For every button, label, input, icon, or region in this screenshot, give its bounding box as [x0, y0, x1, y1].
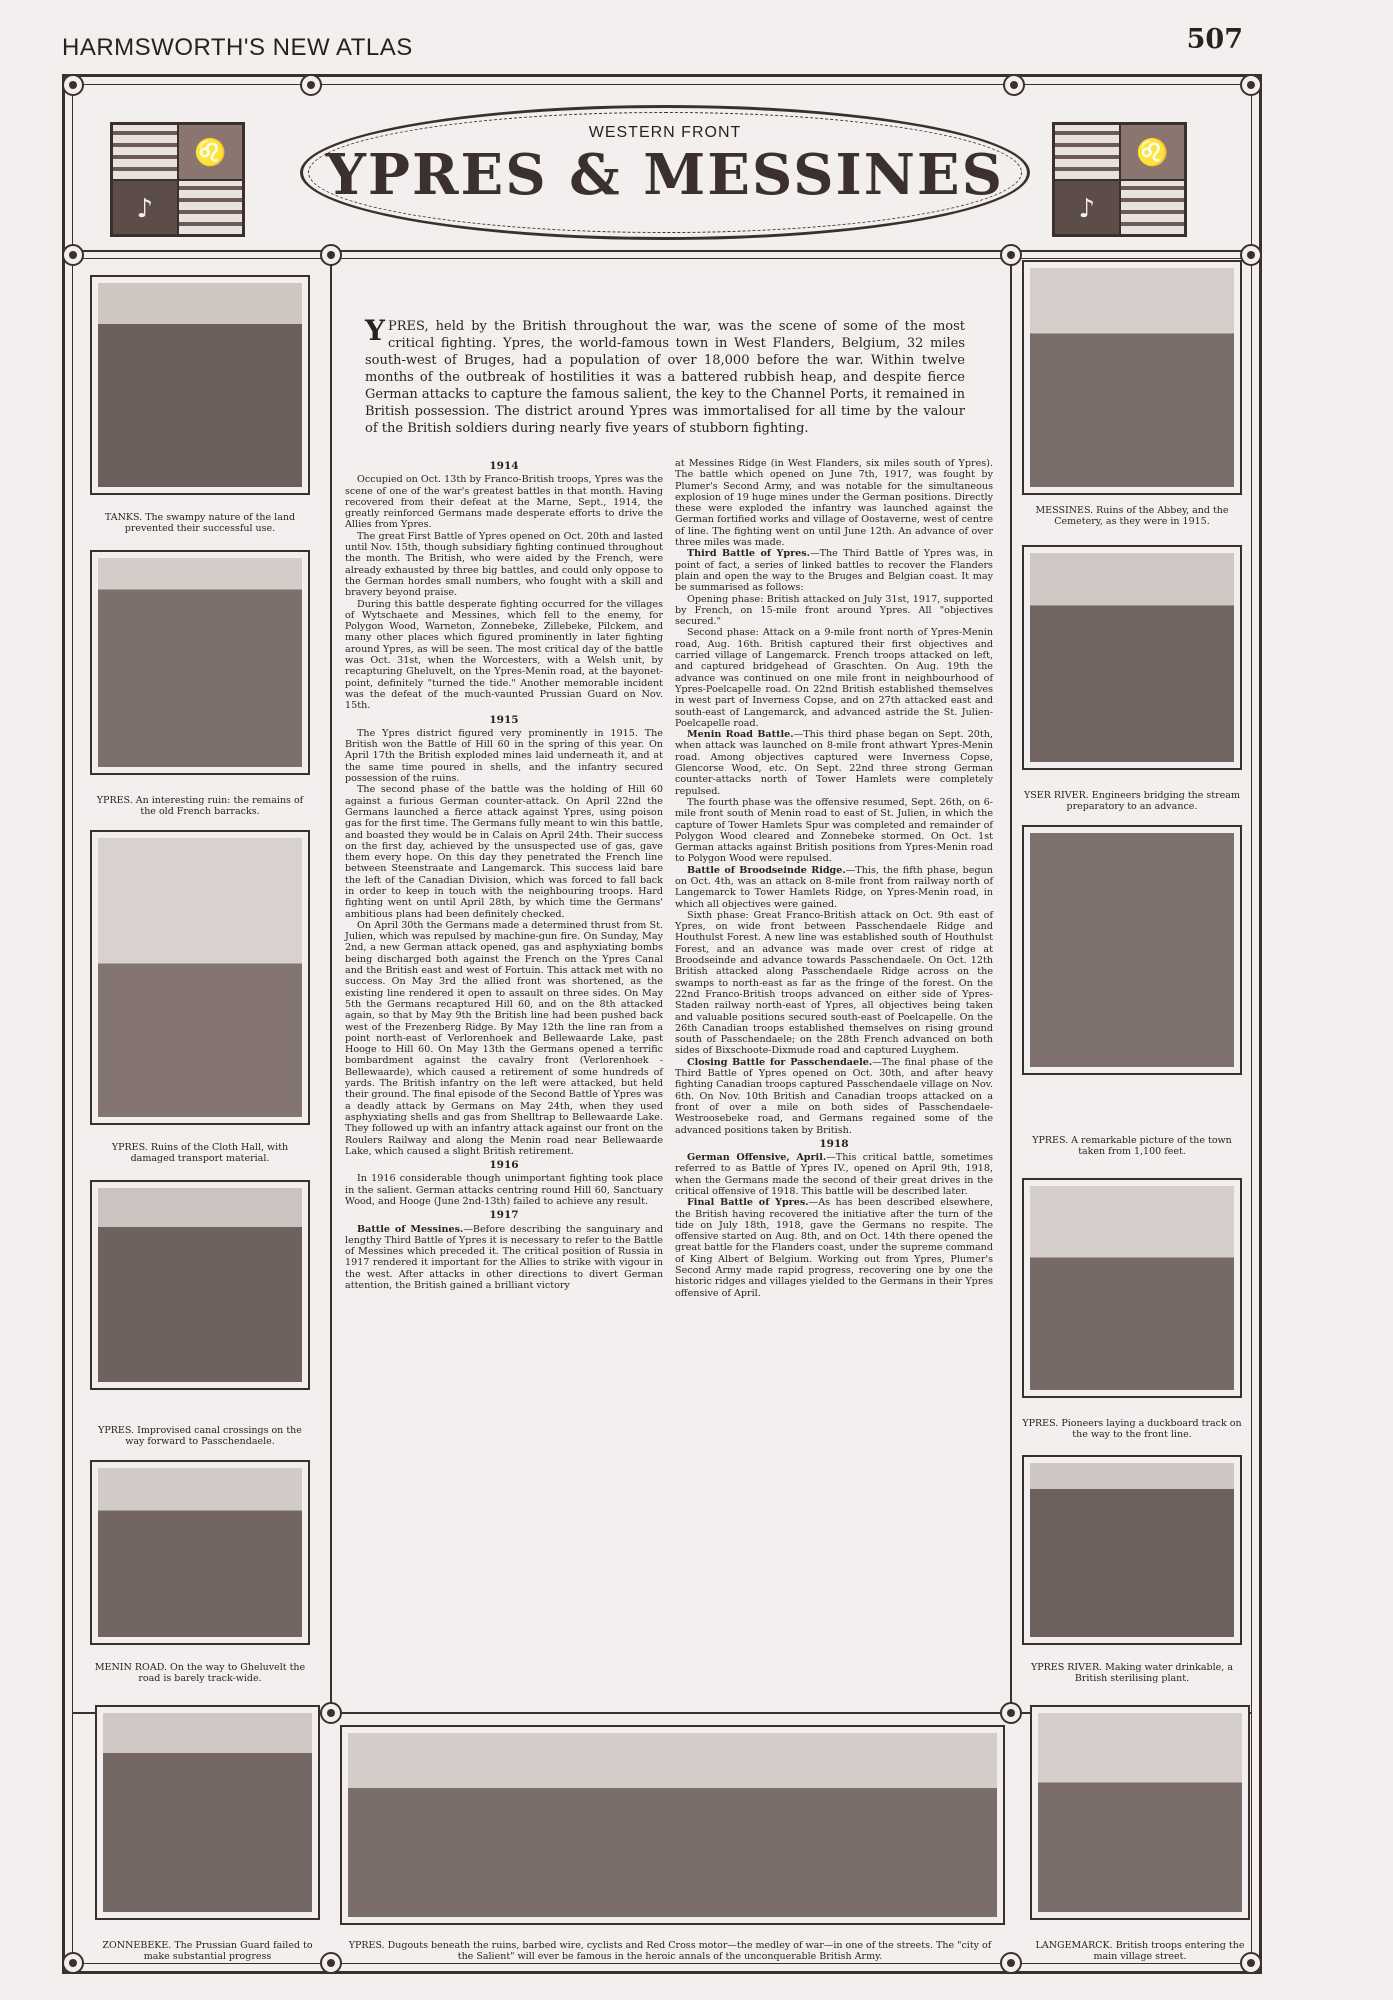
- paragraph: Second phase: Attack on a 9-mile front north of Ypres-Menin road, Aug. 16th. British captured their first objectives and carried village of Langemarck. French troops attacked on left, and captured bridgehead of Graschten. On Aug. 19th the advance was continued on one mile front in neighbourhood of Ypres-Poelcapelle road. On 22nd British established themselves in west part of Inverness Copse, and on 27th attacked east and south-east of Langemarck, and advanced astride the St. Julien-Poelcapelle road.: [675, 627, 993, 729]
- paragraph: Occupied on Oct. 13th by Franco-British troops, Ypres was the scene of one of the war's greatest battles in that month. Having recovered from their defeat at the Marne, Sept., 1914, the greatly reinforced Germans made desperate efforts to drive the Allies from Ypres.: [345, 474, 663, 531]
- run-in-heading: Battle of Broodseinde Ridge.: [687, 864, 846, 876]
- frame-rosette: [62, 244, 84, 266]
- running-title: HARMSWORTH'S NEW ATLAS: [62, 34, 413, 61]
- drop-cap: Y: [365, 314, 385, 347]
- photo-ypres-street: [340, 1725, 1005, 1925]
- caption-barracks: YPRES. An interesting ruin: the remains of the old French barracks.: [96, 795, 304, 817]
- royal-arms-right: ♌ ♪: [1052, 122, 1187, 237]
- photo-duckboard: [1022, 1178, 1242, 1398]
- paragraph: The great First Battle of Ypres opened on Oct. 20th and lasted until Nov. 15th, though subsidiary fighting continued throughout the month. The British, who were aided by the French, were already exhausted by three big battles, and could only oppose to the German hordes small numbers, who fought with a skill and bravery beyond praise.: [345, 530, 663, 599]
- photo-canal: [90, 1180, 310, 1390]
- year-heading: 1916: [489, 1159, 519, 1172]
- caption-tanks: TANKS. The swampy nature of the land prevented their successful use.: [104, 512, 296, 534]
- photo-menin-road: [90, 1460, 310, 1645]
- page-number: 507: [1186, 24, 1243, 55]
- paragraph-text: —The final phase of the Third Battle of Ypres opened on Oct. 30th, and after heavy fighting Canadian troops captured Passchendaele village on Nov. 6th. On Nov. 10th British and Canadian troops attacked on a front of over a mile on both sides of Passchendaele-Westroosebeke road, and Germans regained some of the advanced positions taken by British.: [675, 1056, 994, 1136]
- caption-ypres-street: YPRES. Dugouts beneath the ruins, barbed wire, cyclists and Red Cross motor—the medley of war—in one of the streets. The "city of the Salient" will ever be famous in the heroic annals of the unconquerable British Army.: [348, 1940, 992, 1962]
- frame-rosette: [300, 74, 322, 96]
- paragraph: [675, 1152, 993, 1197]
- paragraph: In 1916 considerable though unimportant fighting took place in the salient. German attacks centring round Hill 60, Sanctuary Wood, and Hooge (June 2nd-13th) failed to achieve any result.: [345, 1173, 663, 1207]
- caption-zonnebeke: ZONNEBEKE. The Prussian Guard failed to make substantial progress: [102, 1940, 313, 1962]
- paragraph: During this battle desperate fighting occurred for the villages of Wytschaete and Messines, which fell to the enemy, for Polygon Wood, Warneton, Zonnebeke, Zillebeke, Pilckem, and many other places which figured prominently in later fighting around Ypres, as will be seen. The most critical day of the battle was Oct. 31st, when the Worcesters, with a Welsh unit, by recapturing Gheluvelt, on the Ypres-Menin road, at the bayonet-point, definitely "turned the tide." Another memorable incident was the defeat of the much-vaunted Prussian Guard on Nov. 15th.: [345, 598, 663, 712]
- frame-rosette: [320, 1702, 342, 1724]
- header-rule-thin: [72, 258, 1252, 259]
- caption-sterilising: YPRES RIVER. Making water drinkable, a British sterilising plant.: [1030, 1662, 1234, 1684]
- run-in-heading: Final Battle of Ypres.: [687, 1197, 809, 1209]
- frame-rosette: [1000, 1952, 1022, 1974]
- paragraph: [675, 729, 993, 797]
- frame-rosette: [320, 1952, 342, 1974]
- paragraph-text: —This critical battle, sometimes referred to as Battle of Ypres IV., opened on April 9th, 1918, when the Germans made the second of their great drives in the critical offensive of 1918. This battle will be described later.: [675, 1152, 993, 1197]
- paragraph-text: —The Third Battle of Ypres was, in point of fact, a series of linked battles to recover the Flanders plain and open the way to the Bruges and Belgian coast. It may be summarised as follows:: [675, 548, 993, 594]
- caption-canal: YPRES. Improvised canal crossings on the way forward to Passchendaele.: [98, 1425, 302, 1447]
- run-in-heading: German Offensive, April.: [687, 1152, 827, 1164]
- frame-rosette: [1003, 74, 1025, 96]
- run-in-heading: Closing Battle for Passchendaele.: [687, 1056, 873, 1068]
- paragraph: On April 30th the Germans made a determined thrust from St. Julien, which was repulsed by machine-gun fire. On Sunday, May 2nd, a new German attack opened, gas and asphyxiating bombs being discharged both against the French on the Ypres Canal and the British east and west of Fortuin. This attack met with no success. On May 3rd the allied front was shortened, as the existing line rendered it open to assault on three sides. On May 5th the Germans recaptured Hill 60, and on the 8th attacked again, so that by May 9th the British line had been pushed back west of the Frezenberg Ridge. By May 12th the line ran from a point north-east of Verlorenhoek and Bellewaarde Lake, past Hooge to Hill 60. On May 13th the Germans opened a terrific bombardment against the cavalry front (Verlorenhoek - Bellewaarde), which caused a retirement of some hundreds of yards. The British infantry on the left were attacked, but held their ground. The final episode of the Second Battle of Ypres was a deadly attack by Germans on May 24th, when they used asphyxiating shells and gas from Shelltrap to Bellewaarde Lake. They followed up with an infantry attack against our front on the Roulers Railway and along the Menin road near Bellewaarde Lake, which caused a slight British retirement.: [345, 919, 663, 1157]
- frame-rosette: [1000, 1702, 1022, 1724]
- run-in-heading: Battle of Messines.: [357, 1223, 464, 1235]
- caption-yser: YSER RIVER. Engineers bridging the stream preparatory to an advance.: [1024, 790, 1240, 812]
- caption-aerial: YPRES. A remarkable picture of the town taken from 1,100 feet.: [1032, 1135, 1232, 1157]
- caption-menin-road: MENIN ROAD. On the way to Gheluvelt the road is barely track-wide.: [94, 1662, 306, 1684]
- year-heading: 1915: [489, 713, 519, 726]
- corner-rosette: [62, 1952, 84, 1974]
- kicker: WESTERN FRONT: [588, 124, 742, 141]
- text-column-left: [345, 458, 663, 1291]
- intro-text: PRES, held by the British throughout the war, was the scene of some of the most critical fighting. Ypres, the world-famous town in West Flanders, Belgium, 32 miles south-west of Bruges, had a population of over 18,000 before the war. Within twelve months of the outbreak of hostilities it was a battered rubbish heap, and despite fierce German attacks to capture the famous salient, the key to the Channel Ports, it remained in British possession. The district around Ypres was immortalised for all time by the valour of the British soldiers during nearly five years of stubborn fighting.: [365, 319, 965, 436]
- intro-paragraph: [365, 314, 965, 437]
- year-heading: 1918: [819, 1137, 849, 1150]
- paragraph: The second phase of the battle was the holding of Hill 60 against a furious German counter-attack. On April 22nd the Germans launched a fierce attack against Ypres, using poison gas for the first time. The Germans fully meant to win this battle, and boasted they would be in Calais on April 24th. Their success on the first day, achieved by the unsuspected use of gas, gave them every hope. On this day they penetrated the French line between Steenstraate and Langemarck. This success laid bare the left of the Canadian Division, which was forced to fall back in order to keep in touch with the neighbouring troops. Hard fighting went on until April 28th, by which time the Germans' ambitious plans had been definitely checked.: [345, 784, 663, 920]
- photo-aerial: [1022, 825, 1242, 1075]
- year-heading: 1914: [489, 460, 519, 472]
- caption-duckboard: YPRES. Pioneers laying a duckboard track on the way to the front line.: [1022, 1418, 1242, 1440]
- caption-cloth-hall: YPRES. Ruins of the Cloth Hall, with damaged transport material.: [111, 1142, 289, 1164]
- run-in-heading: Menin Road Battle.: [687, 729, 794, 741]
- frame-rosette: [1000, 244, 1022, 266]
- caption-messines: MESSINES. Ruins of the Abbey, and the Cemetery, as they were in 1915.: [1035, 505, 1229, 527]
- paragraph: [345, 1224, 663, 1292]
- corner-rosette: [1240, 74, 1262, 96]
- photo-zonnebeke: [95, 1705, 320, 1920]
- paragraph: [675, 1197, 993, 1299]
- photo-sterilising: [1022, 1455, 1242, 1645]
- photo-messines: [1022, 260, 1242, 495]
- corner-rosette: [62, 74, 84, 96]
- paragraph: Sixth phase: Great Franco-British attack on Oct. 9th east of Ypres, on wide front between Passchendaele Ridge and Houthulst Forest. A new line was established south of Houthulst Forest, and an advance was made over crest of ridge at Broodseinde and advance towards Passchendaele. On Oct. 12th British attacked along Passchendaele Ridge across on the swamps to north-east as far as the fringe of the forest. On the 22nd Franco-British troops advanced on either side of Ypres-Staden railway north-east of Ypres, all objectives being taken and valuable positions secured south-east of Poelcapelle. On the 26th Canadian troops established themselves on rising ground south of Passchendaele; on the 28th French advanced on both sides of Bixschoote-Dixmude road and captured Luyghem.: [675, 909, 993, 1057]
- photo-tanks: [90, 275, 310, 495]
- paragraph-text: —This, the fifth phase, begun on Oct. 4th, was an attack on 8-mile front from railway north of Langemarck to Tower Hamlets Ridge, on Ypres-Menin road, in which all objectives were gained.: [675, 864, 993, 910]
- paragraph: [675, 1057, 993, 1136]
- paragraph: Opening phase: British attacked on July 31st, 1917, supported by French, on 15-mile front around Ypres. All "objectives secured.": [675, 593, 993, 628]
- paragraph: The Ypres district figured very prominently in 1915. The British won the Battle of Hill 60 in the spring of this year. On April 17th the British exploded mines laid underneath it, and at the same time poured in shells, and the infantry secured possession of the ruins.: [345, 727, 663, 785]
- paragraph-text: —As has been described elsewhere, the British having recovered the initiative after the turn of the tide on July 18th, 1918, gave the Germans no respite. The offensive started on Aug. 8th, and on Oct. 14th there opened the great battle for the Flanders coast, under the supreme command of King Albert of Belgium. Working out from Ypres, Plumer's Second Army made rapid progress, recovering one by one the historic ridges and villages yielded to the Germans in their Ypres offensive of April.: [675, 1197, 993, 1299]
- year-heading: 1917: [489, 1209, 519, 1222]
- photo-barracks: [90, 550, 310, 775]
- right-column-rule: [1010, 255, 1012, 1715]
- frame-rosette: [1240, 244, 1262, 266]
- page-title: YPRES & MESSINES: [325, 142, 1005, 208]
- paragraph: The fourth phase was the offensive resumed, Sept. 26th, on 6-mile front south of Menin road to east of St. Julien, in which the capture of Tower Hamlets Spur was completed and remainder of Polygon Wood cleared and Zonnebeke stormed. On Oct. 1st German attacks against British positions from Ypres-Menin road to Polygon Wood were repulsed.: [675, 796, 993, 865]
- caption-langemarck: LANGEMARCK. British troops entering the main village street.: [1035, 1940, 1245, 1962]
- photo-yser: [1022, 545, 1242, 770]
- frame-rosette: [320, 244, 342, 266]
- royal-arms-left: ♌ ♪: [110, 122, 245, 237]
- run-in-heading: Third Battle of Ypres.: [687, 548, 811, 560]
- paragraph: [675, 548, 993, 593]
- paragraph: at Messines Ridge (in West Flanders, six miles south of Ypres). The battle which opened on June 7th, 1917, was fought by Plumer's Second Army, and was notable for the simultaneous explosion of 19 huge mines under the German positions. Directly these were exploded the infantry was launched against the German fortified works and village of Oostaverne, west of centre of line. The fighting went on until June 12th. An advance of over three miles was made.: [675, 458, 993, 549]
- paragraph: [675, 865, 993, 910]
- photo-langemarck: [1030, 1705, 1250, 1920]
- text-column-right: [675, 458, 993, 1299]
- photo-cloth-hall: [90, 830, 310, 1125]
- paragraph-text: —Before describing the sanguinary and lengthy Third Battle of Ypres it is necessary to refer to the Battle of Messines which preceded it. The critical position of Russia in 1917 rendered it important for the Allies to strike with vigour in the west. After attacks in other directions to divert German attention, the British gained a brilliant victory: [345, 1223, 663, 1292]
- left-column-rule: [330, 255, 332, 1715]
- header-rule: [72, 250, 1252, 252]
- paragraph-text: —This third phase began on Sept. 20th, when attack was launched on 8-mile front athwart Ypres-Menin road. Among objectives captured were Inverness Copse, Glencorse Wood, etc. On Sept. 22nd three strong German counter-attacks north of Tower Hamlets were completely repulsed.: [675, 729, 993, 797]
